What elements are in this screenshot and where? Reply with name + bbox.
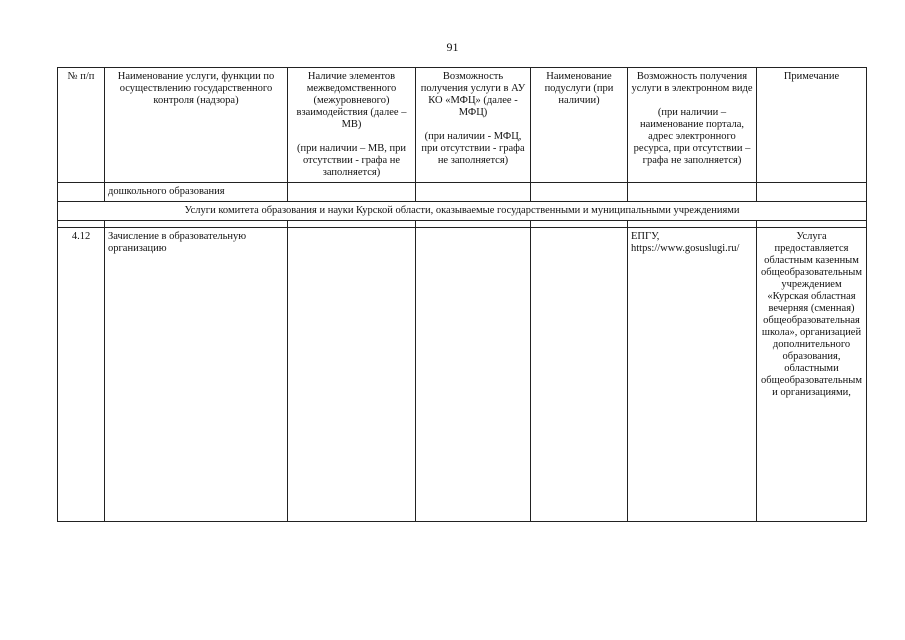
header-service-name: Наименование услуги, функции по осуществлению государственного контроля (надзора) bbox=[105, 68, 288, 183]
row-number: 4.12 bbox=[58, 228, 105, 522]
table-row bbox=[58, 228, 867, 522]
row-mfc bbox=[416, 228, 531, 522]
header-note: Примечание bbox=[757, 68, 867, 183]
header-electronic-main: Возможность получения услуги в электронном виде bbox=[631, 71, 753, 94]
header-mv-sub: (при наличии – МВ, при отсутствии - графа не заполняется) bbox=[297, 143, 406, 178]
table-header-row bbox=[58, 68, 867, 183]
continuation-text: дошкольного образования bbox=[105, 183, 288, 202]
header-mv-main: Наличие элементов межведомственного (межуровневого) взаимодействия (далее – МВ) bbox=[296, 71, 407, 130]
header-mfc bbox=[416, 68, 531, 183]
header-electronic-sub: (при наличии – наименование портала, адрес электронного ресурса, при отсутствии – графа не заполняется) bbox=[633, 107, 751, 166]
services-table bbox=[57, 67, 867, 522]
continuation-row bbox=[58, 183, 867, 202]
page-number: 91 bbox=[446, 40, 459, 54]
header-number: № п/п bbox=[58, 68, 105, 183]
header-subservice: Наименование подуслуги (при наличии) bbox=[531, 68, 628, 183]
header-mfc-sub: (при наличии - МФЦ, при отсутствии - графа не заполняется) bbox=[421, 131, 525, 166]
row-electronic: ЕПГУ, https://www.gosuslugi.ru/ bbox=[628, 228, 757, 522]
header-electronic bbox=[628, 68, 757, 183]
spacer-row bbox=[58, 221, 867, 228]
row-subservice bbox=[531, 228, 628, 522]
section-title-row bbox=[58, 202, 867, 221]
row-note: Услуга предоставляется областным казенным общеобразовательным учреждением «Курская областная вечерняя (сменная) общеобразовательная школа», организацией дополнительного образования, областными общеобразовательными организациями, bbox=[757, 228, 867, 522]
section-title: Услуги комитета образования и науки Курской области, оказываемые государственными и муниципальными учреждениями bbox=[58, 202, 867, 221]
row-service-name: Зачисление в образовательную организацию bbox=[105, 228, 288, 522]
header-mv bbox=[288, 68, 416, 183]
header-mfc-main: Возможность получения услуги в АУ КО «МФЦ» (далее - МФЦ) bbox=[420, 71, 526, 118]
row-mv bbox=[288, 228, 416, 522]
